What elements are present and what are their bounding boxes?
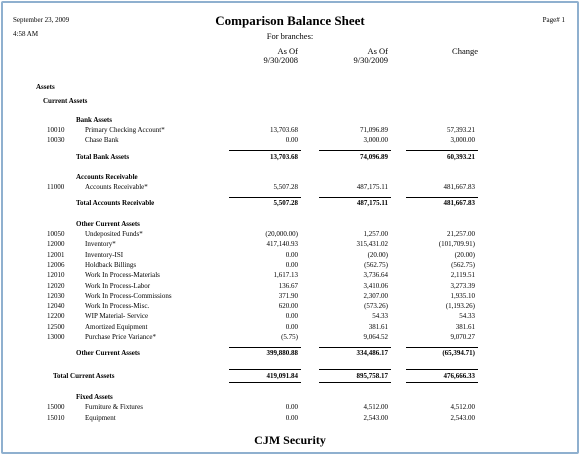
- account-label: Accounts Receivable: [76, 172, 138, 181]
- value-change: 21,257.00: [447, 230, 475, 238]
- value-2009: 2,543.00: [363, 413, 388, 422]
- value-2009: 487,175.11: [356, 183, 388, 192]
- account-label: Work In Process-Commissions: [85, 291, 172, 300]
- account-code: 13000: [47, 333, 65, 341]
- report-title: Comparison Balance Sheet: [215, 13, 365, 28]
- account-label: Furniture & Fixtures: [85, 403, 143, 412]
- table-row: [3, 332, 577, 343]
- value-change: 60,393.21: [447, 152, 475, 161]
- account-label: Inventory*: [85, 240, 116, 249]
- value-2008: 0.00: [285, 260, 298, 269]
- total-row: [3, 198, 577, 209]
- value-2009: 3,410.06: [363, 281, 388, 290]
- column-header-line: 9/30/2008: [263, 55, 298, 65]
- account-code: 12006: [47, 260, 65, 269]
- value-2009: 3,736.64: [363, 271, 388, 280]
- value-2009: 334,486.17: [356, 349, 388, 358]
- account-label: Chase Bank: [85, 136, 119, 145]
- account-label: Undeposited Funds*: [85, 230, 143, 238]
- value-change: (65,394.71): [442, 349, 475, 358]
- table-row: [3, 182, 577, 193]
- value-2008: 13,703.68: [270, 152, 298, 161]
- grand-total-rule: [406, 382, 478, 383]
- value-2009: 54.33: [372, 312, 388, 321]
- column-header-change: [423, 47, 478, 56]
- account-code: 12000: [47, 240, 65, 249]
- value-change: 54.33: [459, 312, 475, 321]
- value-change: (101,709.91): [438, 240, 475, 249]
- value-change: (20.00): [454, 250, 475, 259]
- account-label: Primary Checking Account*: [85, 125, 165, 134]
- account-code: 15000: [47, 403, 65, 412]
- value-2008: 5,507.28: [273, 199, 298, 208]
- value-2009: 9,064.52: [363, 333, 388, 341]
- column-header-line: As Of: [367, 46, 388, 56]
- value-2009: 71,096.89: [360, 125, 388, 134]
- total-row: [3, 348, 577, 359]
- account-code: 11000: [47, 183, 65, 192]
- account-label: Purchase Price Variance*: [85, 333, 157, 341]
- account-code: 12030: [47, 291, 65, 300]
- value-2009: (562.75): [364, 260, 388, 269]
- value-2009: 895,758.17: [356, 371, 388, 380]
- account-label: Accounts Receivable*: [85, 183, 148, 192]
- page-number: Page# 1: [542, 16, 565, 24]
- account-label: Total Current Assets: [53, 371, 115, 380]
- account-label: Assets: [36, 83, 55, 91]
- table-row: [3, 413, 577, 424]
- value-2008: 0.00: [285, 413, 298, 422]
- account-label: Other Current Assets: [76, 349, 140, 358]
- value-change: 481,667.83: [443, 183, 475, 192]
- value-2009: 315,431.02: [356, 240, 388, 249]
- value-2009: (20.00): [367, 250, 388, 259]
- value-2009: 4,512.00: [363, 403, 388, 412]
- value-2008: 399,880.88: [266, 349, 298, 358]
- value-change: 481,667.83: [443, 199, 475, 208]
- value-2008: 620.00: [278, 302, 298, 311]
- account-label: WIP Material- Service: [85, 312, 149, 321]
- account-label: Other Current Assets: [76, 219, 140, 228]
- value-change: (1,193.26): [445, 302, 475, 311]
- value-change: 2,119.51: [450, 271, 475, 280]
- account-code: 12020: [47, 281, 65, 290]
- value-2008: 0.00: [285, 250, 298, 259]
- section-row: [3, 82, 577, 93]
- subsection-row: [3, 96, 577, 107]
- account-code: 10010: [47, 125, 65, 134]
- account-label: Holdback Billings: [85, 260, 137, 269]
- grand-total-rule: [229, 382, 301, 383]
- value-change: 57,393.21: [447, 125, 475, 134]
- value-change: 3,000.00: [450, 136, 475, 145]
- account-code: 15010: [47, 413, 65, 422]
- value-2008: 0.00: [285, 322, 298, 331]
- column-header-as-of-2008: [248, 47, 298, 65]
- grand-total-rule: [319, 382, 391, 383]
- value-2008: 0.00: [285, 312, 298, 321]
- report-frame: [1, 1, 579, 454]
- value-2008: 0.00: [285, 403, 298, 412]
- account-label: Current Assets: [43, 97, 88, 106]
- value-2009: 3,000.00: [363, 136, 388, 145]
- account-code: 12040: [47, 302, 65, 311]
- value-change: 2,543.00: [450, 413, 475, 422]
- account-label: Fixed Assets: [76, 392, 113, 401]
- report-subtitle: For branches:: [266, 31, 314, 41]
- value-2008: 0.00: [285, 136, 298, 145]
- value-2009: (573.26): [364, 302, 388, 311]
- account-label: Total Bank Assets: [76, 152, 130, 161]
- value-2009: 74,096.89: [360, 152, 388, 161]
- table-row: [3, 135, 577, 146]
- value-change: 9,070.27: [450, 333, 475, 341]
- report-time: 4:58 AM: [13, 30, 39, 38]
- column-header-line: Change: [452, 46, 478, 56]
- value-2008: 136.67: [278, 281, 298, 290]
- value-2008: 419,091.84: [266, 371, 298, 380]
- column-header-line: 9/30/2009: [353, 55, 388, 65]
- value-2008: (5.75): [281, 333, 298, 341]
- value-2008: 417,140.93: [266, 240, 298, 249]
- value-2008: 5,507.28: [273, 183, 298, 192]
- value-change: 381.61: [455, 322, 475, 331]
- account-label: Work In Process-Labor: [85, 281, 151, 290]
- account-code: 10030: [47, 136, 65, 145]
- value-2008: 13,703.68: [270, 125, 298, 134]
- account-label: Inventory-ISI: [85, 250, 124, 259]
- account-label: Amortized Equipment: [85, 322, 148, 331]
- value-change: 3,273.39: [450, 281, 475, 290]
- account-code: 10050: [47, 230, 65, 238]
- value-2009: 381.61: [368, 322, 388, 331]
- column-header-as-of-2009: [338, 47, 388, 65]
- account-label: Equipment: [85, 413, 116, 422]
- account-label: Work In Process-Materials: [85, 271, 160, 280]
- column-header-line: As Of: [277, 46, 298, 56]
- value-change: 476,666.33: [443, 371, 475, 380]
- account-code: 12500: [47, 322, 65, 331]
- value-2008: (20,000.00): [265, 230, 298, 238]
- value-2009: 2,307.00: [363, 291, 388, 300]
- account-code: 12001: [47, 250, 65, 259]
- account-code: 12010: [47, 271, 65, 280]
- value-2009: 1,257.00: [363, 230, 388, 238]
- value-change: 4,512.00: [450, 403, 475, 412]
- value-2008: 1,617.13: [273, 271, 298, 280]
- total-row: [3, 152, 577, 163]
- report-date: September 23, 2009: [13, 16, 70, 24]
- value-2009: 487,175.11: [356, 199, 388, 208]
- account-label: Total Accounts Receivable: [76, 199, 155, 208]
- value-change: 1,935.10: [450, 291, 475, 300]
- value-2008: 371.90: [278, 291, 298, 300]
- account-label: Bank Assets: [76, 115, 112, 124]
- grandtotal-row: [3, 371, 577, 382]
- company-name: CJM Security: [254, 433, 326, 447]
- account-code: 12200: [47, 312, 65, 321]
- value-change: (562.75): [451, 260, 475, 269]
- account-label: Work In Process-Misc.: [85, 302, 150, 311]
